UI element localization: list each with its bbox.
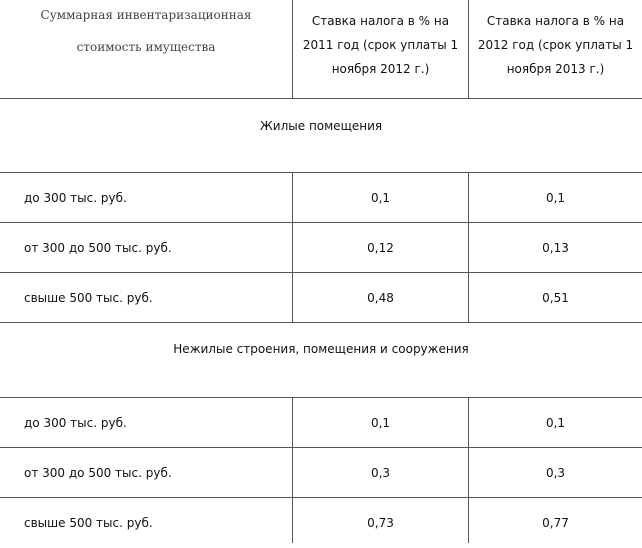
section-title-non-residential: Нежилые строения, помещения и сооружения — [173, 342, 469, 356]
rate-2011-value: 0,48 — [367, 290, 394, 305]
header-rate-2011-line1: Ставка налога в % на — [311, 14, 450, 28]
rate-2012-value: 0,51 — [542, 290, 569, 305]
header-rate-2012 — [469, 0, 642, 98]
rate-2011-value: 0,1 — [370, 190, 391, 205]
header-property-value — [0, 0, 292, 98]
rate-2011-value: 0,3 — [370, 465, 391, 480]
row-label: свыше 500 тыс. руб. — [24, 516, 153, 530]
row-divider — [0, 98, 642, 99]
header-property-value-line2: стоимость имущества — [76, 40, 216, 54]
row-label: свыше 500 тыс. руб. — [24, 290, 153, 305]
rate-2012-value: 0,13 — [542, 240, 569, 255]
header-rate-2011 — [293, 0, 468, 98]
rate-2012-value: 0,3 — [545, 465, 566, 480]
row-label: до 300 тыс. руб. — [24, 190, 127, 205]
header-rate-2012-line1: Ставка налога в % на — [486, 14, 625, 28]
row-label: до 300 тыс. руб. — [24, 415, 127, 430]
rate-2011-value: 0,1 — [370, 415, 391, 430]
rate-2012-value: 0,77 — [542, 516, 569, 530]
section-title-residential: Жилые помещения — [259, 119, 383, 133]
row-label: от 300 до 500 тыс. руб. — [24, 465, 172, 480]
header-rate-2012-line2: 2012 год (срок уплаты 1 — [477, 38, 634, 52]
rate-2011-value: 0,12 — [367, 240, 394, 255]
rate-2011-value: 0,73 — [367, 516, 394, 530]
rate-2012-value: 0,1 — [545, 415, 566, 430]
header-rate-2012-line3: ноября 2013 г.) — [506, 62, 605, 76]
rate-2012-value: 0,1 — [545, 190, 566, 205]
row-divider — [0, 322, 642, 323]
header-property-value-line1: Суммарная инвентаризационная — [40, 8, 252, 22]
header-rate-2011-line2: 2011 год (срок уплаты 1 — [302, 38, 459, 52]
header-rate-2011-line3: ноября 2012 г.) — [331, 62, 430, 76]
row-label: от 300 до 500 тыс. руб. — [24, 240, 172, 255]
